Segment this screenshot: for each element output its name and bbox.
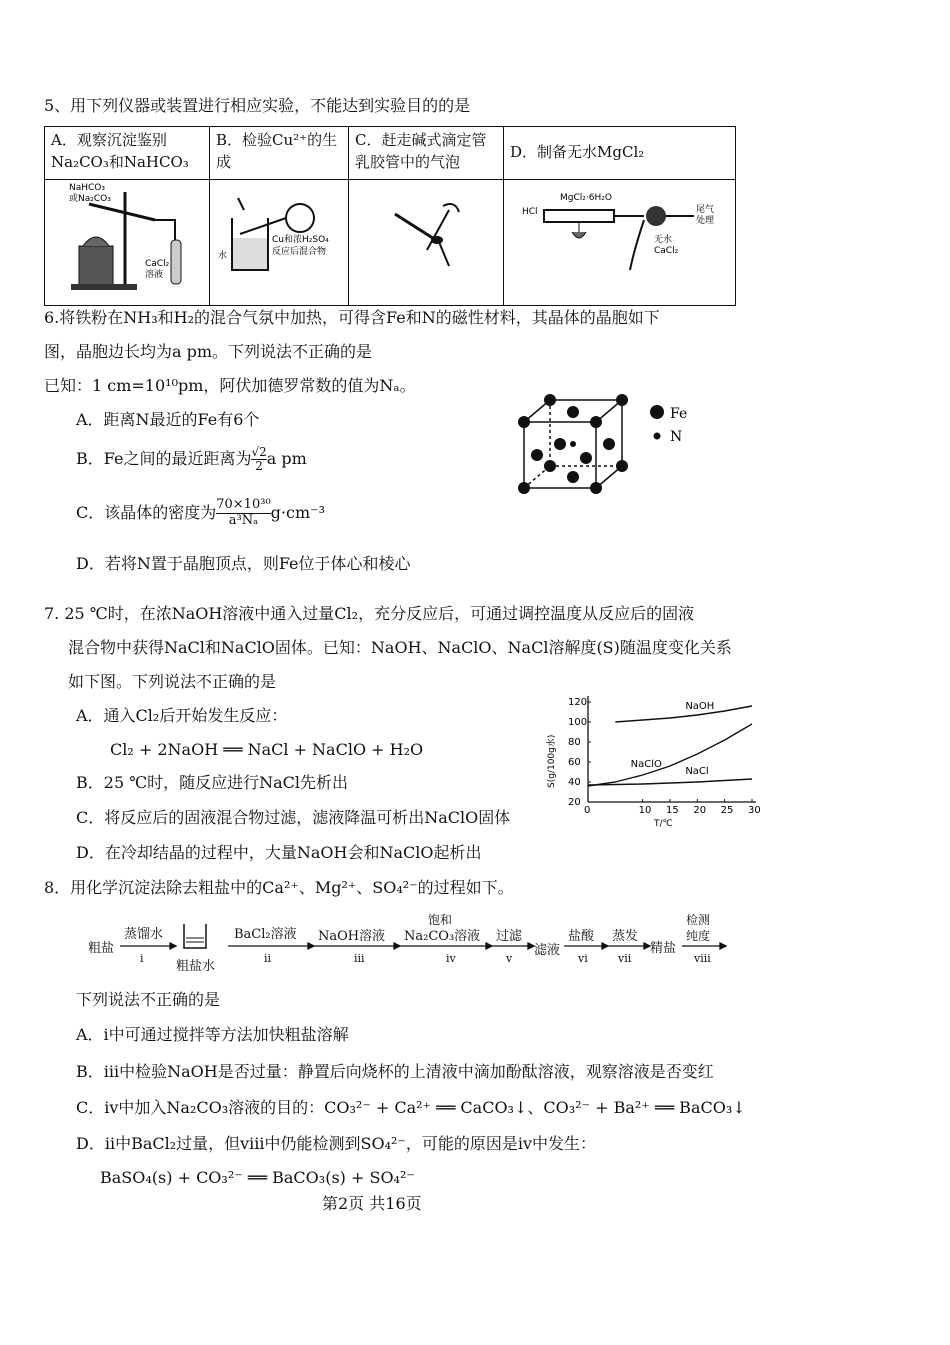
flow-step6-reagent: 盐酸 [568,929,595,944]
q6-option-b-numerator: √2 [251,445,267,459]
flow-step6-roman: vi [578,952,588,965]
chart-series-line-naoh [615,706,752,722]
q6-stem-line2: 图，晶胞边长均为a pm。下列说法不正确的是 [44,342,373,361]
fig-d-label-1: MgCl₂·6H₂O [560,193,612,203]
fig-d-label-4: 处理 [696,216,715,226]
beaker-icon [184,924,206,948]
q6-option-c-numerator: 70×10³⁰ [216,497,271,512]
q5-option-b[interactable]: B．检验Cu²⁺的生成 [210,127,349,180]
flow-step8-roman: viii [694,952,711,965]
flow-step4-roman: iv [446,952,456,965]
q5-figure-d [504,180,736,306]
flow-step2-roman: ii [264,952,272,965]
chart-y-tick-label: 60 [568,757,581,768]
flow-step4-reagent: Na₂CO₃溶液 [404,929,481,944]
flow-mid3: 精盐 [650,941,677,956]
q5-figure-c [349,180,504,306]
q7-option-c[interactable]: C．将反应后的固液混合物过滤，滤液降温可析出NaClO固体 [76,808,511,827]
chart-series-label-nacl: NaCl [685,766,709,777]
fig-b-label-2: 反应后混合物 [272,247,327,257]
chart-x-tick-label: 10 [638,805,652,816]
q6-option-c-unit: g·cm⁻³ [270,502,325,522]
flow-step7-reagent: 蒸发 [612,929,639,944]
chart-x-tick-label: 30 [748,805,761,816]
q6-legend-n: N [670,429,683,445]
q8-stem: 8．用化学沉淀法除去粗盐中的Ca²⁺、Mg²⁺、SO₄²⁻的过程如下。 [44,878,514,897]
fig-a-label-2: 或Na₂CO₃ [69,194,111,204]
q6-option-c-denominator: a³Nₐ [228,512,259,528]
q6-option-b[interactable] [76,446,307,473]
q8-option-d-equation: BaSO₄(s) + CO₃²⁻ ══ BaCO₃(s) + SO₄²⁻ [100,1168,415,1187]
q5-option-d[interactable]: D．制备无水MgCl₂ [504,127,736,180]
flow-step5-roman: v [506,952,513,965]
page-footer: 第2页 共16页 [322,1194,422,1213]
chart-x-tick-label: 15 [666,805,679,816]
flow-step1-reagent: 蒸馏水 [124,927,164,942]
q8-option-b[interactable]: B．iii中检验NaOH是否过量：静置后向烧杯的上清液中滴加酚酞溶液，观察溶液是否变红 [76,1062,714,1081]
q6-stem-line1: 6.将铁粉在NH₃和H₂的混合气氛中加热，可得含Fe和N的磁性材料，其晶体的晶胞如下 [44,308,660,327]
q5-options-table [44,126,736,306]
q6-legend-fe: Fe [670,406,688,422]
flow-start: 粗盐 [88,941,115,956]
chart-x-tick-label: 20 [693,805,707,816]
q7-solubility-chart [540,690,764,830]
flow-step3-reagent: NaOH溶液 [318,929,386,944]
fig-d-label-2: HCl [522,207,538,217]
flow-step4-reagent-top: 饱和 [428,913,453,927]
q8-lead: 下列说法不正确的是 [76,990,221,1009]
chart-y-tick-label: 120 [568,697,588,708]
chart-y-tick-label: 40 [568,777,581,788]
q6-option-d[interactable]: D．若将N置于晶胞顶点，则Fe位于体心和棱心 [76,554,411,573]
q5-figure-b [210,180,349,306]
fig-a-label-4: 溶液 [145,270,164,280]
q7-option-d[interactable]: D．在冷却结晶的过程中，大量NaOH会和NaClO起析出 [76,843,482,862]
q7-stem-line1: 7. 25 ℃时，在浓NaOH溶液中通入过量Cl₂，充分反应后，可通过调控温度从反应后的固液 [44,604,695,623]
chart-y-tick-label: 80 [568,737,581,748]
q6-option-b-text: B．Fe之间的最近距离为 [76,449,252,469]
fig-b-label-3: 水 [218,251,228,261]
flow-step1-roman: i [140,952,144,965]
q6-option-c[interactable] [76,498,325,529]
q8-option-d[interactable]: D．ii中BaCl₂过量，但viii中仍能检测到SO₄²⁻，可能的原因是iv中发生： [76,1134,597,1153]
q6-option-a[interactable]: A．距离N最近的Fe有6个 [76,410,260,429]
q6-option-c-text: C．该晶体的密度为 [76,502,217,522]
q7-stem-line3: 如下图。下列说法不正确的是 [68,672,277,691]
q6-option-b-denominator: 2 [255,459,263,474]
fig-d-label-5: 无水 [654,235,673,245]
q5-stem: 5、用下列仪器或装置进行相应实验，不能达到实验目的的是 [44,96,471,115]
chart-x-tick-label: 0 [584,805,591,816]
q5-option-a[interactable]: A．观察沉淀鉴别Na₂CO₃和NaHCO₃ [45,127,210,180]
chart-x-tick-label: 25 [720,805,734,816]
flow-mid2: 滤液 [534,943,561,958]
q8-option-a[interactable]: A．i中可通过搅拌等方法加快粗盐溶解 [76,1025,349,1044]
q8-option-c[interactable]: C．iv中加入Na₂CO₃溶液的目的：CO₃²⁻ + Ca²⁺ ══ CaCO₃↓、CO₃²⁻ + Ba²⁺ ══ BaCO₃↓ [76,1098,746,1117]
fig-a-label-1: NaHCO₃ [69,183,105,193]
q7-option-a-equation: Cl₂ + 2NaOH ══ NaCl + NaClO + H₂O [110,740,424,759]
flow-step8-reagent-top: 检测 [686,913,711,927]
q6-unit-cell-figure [510,388,700,498]
q5-option-c[interactable]: C．赶走碱式滴定管乳胶管中的气泡 [349,127,504,180]
q7-stem-line2: 混合物中获得NaCl和NaClO固体。已知：NaOH、NaClO、NaCl溶解度(S)随温度变化关系 [68,638,732,657]
flow-step7-roman: vii [618,952,632,965]
flow-step8-reagent: 纯度 [686,929,711,943]
chart-series-label-naoh: NaOH [685,701,715,712]
q6-known: 已知：1 cm=10¹⁰pm，阿伏加德罗常数的值为Nₐ。 [44,376,416,395]
chart-series-label-naclo: NaClO [630,759,662,770]
flow-step2-reagent: BaCl₂溶液 [234,927,297,942]
chart-y-axis-label: S(g/100g水) [547,734,557,788]
fig-d-label-3: 尾气 [696,205,715,215]
q7-option-b[interactable]: B．25 ℃时，随反应进行NaCl先析出 [76,773,349,792]
flow-step3-roman: iii [354,952,365,965]
flow-step5-reagent: 过滤 [496,929,523,944]
fig-a-label-3: CaCl₂ [145,259,170,269]
q6-option-b-unit: a pm [266,449,307,469]
chart-x-axis-label: T/℃ [654,819,673,829]
chart-y-tick-label: 100 [568,717,588,728]
chart-y-tick-label: 20 [568,797,581,808]
flow-mid1: 粗盐水 [176,959,216,972]
chart-series-line-naclo [588,724,752,786]
q8-flow-diagram [88,912,728,972]
q5-figure-a [45,180,210,306]
fig-b-label-1: Cu和浓H₂SO₄ [272,235,329,245]
fig-d-label-6: CaCl₂ [654,246,679,256]
q7-option-a[interactable]: A．通入Cl₂后开始发生反应： [76,706,288,725]
